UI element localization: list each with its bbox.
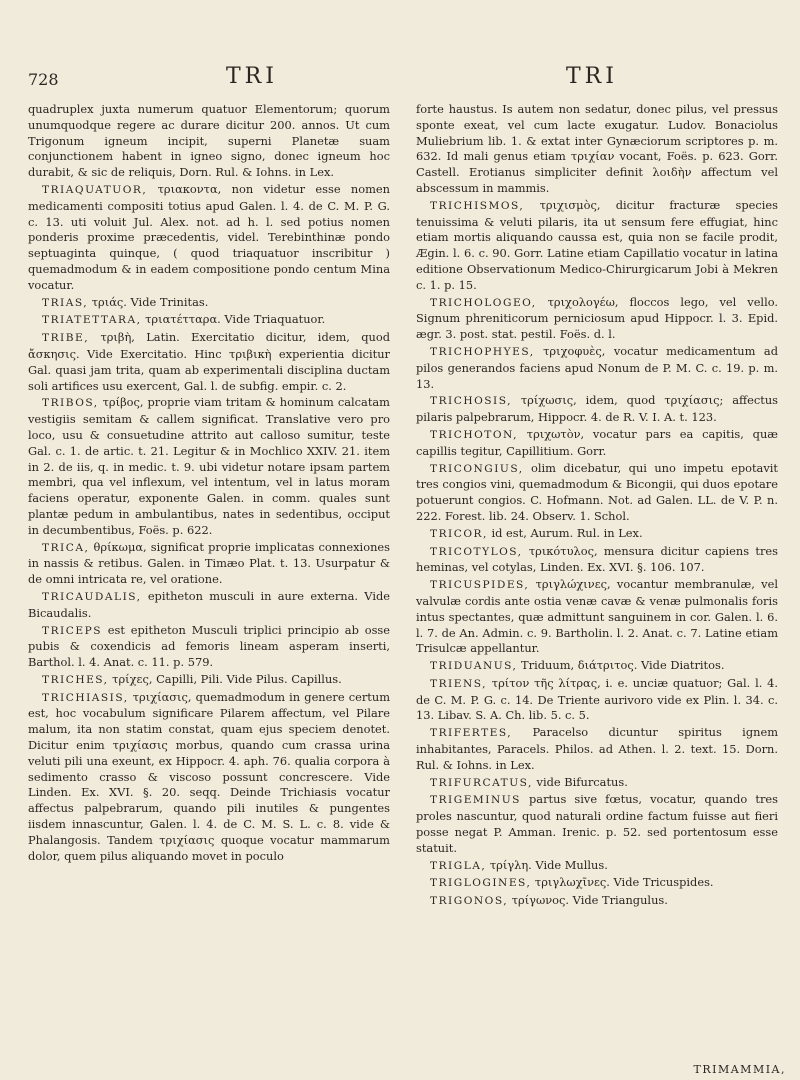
entry-text: τρίτον τῆς λίτρας, i. e. unciæ quatuor; Gal. l. 4. de C. M. P. G. c. 14. De Triente aurivoro vide ex Plin. l. 34. c. 13. Libav. S. A. Ch. lib. 5. c. 5. bbox=[416, 675, 778, 723]
dictionary-entry bbox=[416, 427, 778, 460]
entry-text: τριχολογέω, floccos lego, vel vello. Signum phreniticorum perniciosum apud Hippocr. l. 3. Epid. ægr. 3. post. stat. pestil. Foës. d. l. bbox=[416, 294, 778, 342]
entry-text: τρικότυλος, mensura dicitur capiens tres heminas, vel cotylas, Linden. Ex. XVI. §. 106. 107. bbox=[416, 543, 778, 575]
entry-headword: TRIGEMINUS bbox=[430, 794, 521, 807]
dictionary-entry bbox=[416, 725, 778, 773]
entry-headword: TRIBOS, bbox=[42, 397, 99, 410]
entry-headword: TRIFERTES, bbox=[430, 727, 513, 740]
entry-text: τριατέτταρα. Vide Triaquatuor. bbox=[141, 312, 326, 327]
entry-text: Triduum, διάτριτος. Vide Diatritos. bbox=[517, 658, 725, 673]
dictionary-entry bbox=[28, 589, 390, 622]
entry-headword: TRIGONOS, bbox=[430, 895, 509, 908]
dictionary-entry bbox=[28, 395, 390, 538]
dictionary-entry bbox=[28, 295, 390, 312]
dictionary-entry bbox=[416, 577, 778, 657]
dictionary-entry bbox=[416, 393, 778, 426]
page-number: 728 bbox=[28, 70, 59, 89]
entry-text: τρίχες, Capilli, Pili. Vide Pilus. Capillus. bbox=[108, 671, 342, 686]
right-column bbox=[416, 102, 778, 911]
dictionary-entry bbox=[28, 672, 390, 689]
entry-text: olim dicebatur, qui uno impetu epotavit tres congios vini, quemadmodum & Bicongii, qui duos epotare potuerunt congios. C. Hofmann. Not. ad Galen. LL. de V. P. n. 222. Forest. lib. 24. Observ. 1. Schol. bbox=[416, 460, 778, 523]
entry-headword: TRICOTYLOS, bbox=[430, 545, 523, 558]
entry-text: τριχοφυὲς, vocatur medicamentum ad pilos generandos faciens apud Nonum de P. M. C. c. 19. p. m. 13. bbox=[416, 343, 778, 391]
entry-text: τριχισμὸς, dicitur fracturæ species tenuissima & veluti pilaris, ita ut sensum fere effugiat, hinc etiam mortis aliquando caussa est, quia non se facile prodit, Ægin. l. 6. c. 90. Gorr. Latine etiam Capillatio vocatur in latina editione Observationum Medico-Chirurgicarum Jobi à Mekren c. 1. p. 15. bbox=[416, 197, 778, 292]
entry-text: epitheton musculi in aure externa. Vide Bicaudalis. bbox=[28, 588, 390, 620]
entry-text: τριβὴ, Latin. Exercitatio dicitur, idem, quod ἄσκησις. Vide Exercitatio. Hinc τριβικὴ experientia dicitur Gal. quasi jam trita, quam ab experimentali disciplina ductam soli artifices usu exercent, Gal. l. de subfig. empir. c. 2. bbox=[28, 330, 390, 393]
dictionary-entry bbox=[28, 182, 390, 294]
entry-headword: TRICHOPHYES, bbox=[430, 345, 535, 358]
entry-text: τριχίασις, quemadmodum in genere certum est, hoc vocabulum significare Pilarem affectum, vel Pilare malum, ita non statim constat, quam ejus speciem denotet. Dicitur enim τριχίασις morbus, quando cum crassa urina veluti pili una exeunt, ex Hippocr. 4. aph. 76. qualia corpora à sedimento crasso & viscoso possunt concrescere. Vide Linden. Ex. XVI. §. 20. seqq. Deinde Trichiasis vocatur affectus palpebrarum, quando pili inutiles & pungentes iisdem innascuntur, Galen. l. 4. de C. M. S. L. c. 8. vide & Phalangosis. Tandem τριχίασις quoque vocatur mammarum dolor, quem pilus aliquando movet in poculo bbox=[28, 689, 390, 863]
dictionary-entry bbox=[416, 344, 778, 392]
entry-text: forte haustus. Is autem non sedatur, donec pilus, vel pressus sponte exeat, vel cum lacte exugatur. Ludov. Bonaciolus Muliebrium lib. 1. & extat inter Gynæciorum scriptores p. m. 632. Id mali genus etiam τριχίαν vocant, Foës. p. 623. Gorr. Castell. Erotianus simpliciter definit λοιδὴν affectum vel abscessum in mammis. bbox=[416, 102, 778, 195]
entry-headword: TRIGLA, bbox=[430, 859, 487, 872]
left-column bbox=[28, 102, 390, 865]
entry-headword: TRICONGIUS, bbox=[430, 462, 524, 475]
dictionary-entry bbox=[28, 102, 390, 181]
entry-text: Paracelso dicuntur spiritus ignem inhabitantes, Paracels. Philos. ad Athen. l. 2. text. 15. Dorn. Rul. & Iohns. in Lex. bbox=[416, 725, 778, 772]
dictionary-entry bbox=[416, 526, 778, 543]
entry-headword: TRIATETTARA, bbox=[42, 314, 142, 327]
dictionary-entry bbox=[416, 461, 778, 525]
dictionary-entry bbox=[28, 312, 390, 329]
dictionary-entry bbox=[416, 544, 778, 577]
entry-headword: TRICEPS bbox=[42, 624, 102, 637]
entry-text: τριγλωχῖνες. Vide Tricuspides. bbox=[531, 875, 714, 890]
entry-headword: TRICHIASIS, bbox=[42, 691, 129, 704]
dictionary-entry bbox=[416, 792, 778, 856]
dictionary-entry bbox=[416, 102, 778, 197]
dictionary-entry bbox=[416, 775, 778, 792]
dictionary-entry bbox=[416, 658, 778, 675]
entry-text: θρίκωμα, significat proprie implicatas connexiones in nassis & retibus. Galen. in Timæo Plat. t. 13. Usurpatur & de omni intricata re, vel oratione. bbox=[28, 539, 390, 587]
entry-headword: TRICHOLOGEO, bbox=[430, 296, 537, 309]
entry-text: partus sive fœtus, vocatur, quando tres proles nascuntur, quod naturali ordine factum fuisse aut fieri posse negat P. Amman. Irenic. p. 52. sed portentosum esse statuit. bbox=[416, 792, 778, 855]
entry-headword: TRICAUDALIS, bbox=[42, 590, 142, 603]
dictionary-entry bbox=[28, 623, 390, 671]
entry-headword: TRIAS, bbox=[42, 296, 89, 309]
entry-headword: TRIDUANUS, bbox=[430, 660, 518, 673]
dictionary-entry bbox=[28, 540, 390, 588]
entry-text: vide Bifurcatus. bbox=[532, 774, 628, 789]
catchword: TRIMAMMIA, bbox=[693, 1063, 786, 1076]
entry-headword: TRICHOTON, bbox=[430, 428, 518, 441]
entry-text: τριγλώχινες, vocantur membranulæ, vel valvulæ cordis ante ostia venæ cavæ & venæ pulmonalis foris intus spectantes, quæ admittunt sanguinem in cor. Galen. l. 6. l. 7. de An. Admin. c. 9. Bartholin. l. 2. Anat. c. 7. Latine etiam Trisulcæ appellantur. bbox=[416, 577, 778, 656]
entry-headword: TRICUSPIDES, bbox=[430, 579, 530, 592]
entry-headword: TRICOR, bbox=[430, 527, 488, 540]
dictionary-entry bbox=[416, 858, 778, 875]
entry-headword: TRICHES, bbox=[42, 673, 109, 686]
entry-headword: TRICA, bbox=[42, 541, 90, 554]
dictionary-entry bbox=[416, 893, 778, 910]
entry-text: id est, Aurum. Rul. in Lex. bbox=[487, 525, 643, 540]
entry-text: τριάς. Vide Trinitas. bbox=[88, 294, 209, 309]
entry-headword: TRIENS, bbox=[430, 677, 487, 690]
entry-headword: TRICHOSIS, bbox=[430, 395, 512, 408]
entry-headword: TRIFURCATUS, bbox=[430, 776, 533, 789]
entry-headword: TRIGLOGINES, bbox=[430, 877, 532, 890]
entry-text: τρίβος, proprie viam tritam & hominum calcatam vestigiis semitam & callem significat. Translative vero pro loco, usu & consuetudine attrito aut calloso sumitur, teste Gal. c. 1. de artic. t. 21. Legitur & in Mochlico XXIV. 21. item in 2. de iis, q. in medic. t. 9. ubi videtur notare ipsam partem membri, qua vel inflexum, vel intentum, vel in latus moram faciens operatur, exponente Galen. in comm. quales sunt plantæ pedum in ambulantibus, nates in sedentibus, occiput in decumbentibus, Foës. p. 622. bbox=[28, 395, 390, 537]
running-head-left: TRI bbox=[226, 64, 278, 89]
dictionary-entry bbox=[416, 875, 778, 892]
entry-headword: TRIAQUATUOR, bbox=[42, 183, 148, 196]
entry-text: τριχωτὸν, vocatur pars ea capitis, quæ capillis tegitur, Capillitium. Gorr. bbox=[416, 426, 778, 458]
entry-text: τριακοντα, non videtur esse nomen medicamenti compositi totius apud Galen. l. 4. de C. M. P. G. c. 13. uti voluit Jul. Alex. not. ad h. l. sed potius nomen ponderis proxime præcedentis, videl. Terebinthinæ pondo septuaginta quinque, ( quod triaquatuor inscribitur ) quemadmodum & in eadem compositione pondo centum Mina vocatur. bbox=[28, 181, 390, 292]
dictionary-entry bbox=[28, 330, 390, 394]
entry-text: τρίγλη. Vide Mullus. bbox=[486, 857, 608, 872]
entry-text: τρίγωνος. Vide Triangulus. bbox=[508, 893, 668, 908]
entry-text: quadruplex juxta numerum quatuor Elementorum; quorum unumquodque regere ac durare dicitur 200. annos. Ut cum Trigonum igneum incipit, superni Planetæ suam conjunctionem habent in igneo signo, donec igneum hoc durabit, & sic de reliquis, Dorn. Rul. & Iohns. in Lex. bbox=[28, 102, 390, 180]
entry-headword: TRIBE, bbox=[42, 332, 90, 345]
entry-text: τρίχωσις, idem, quod τριχίασις; affectus pilaris palpebrarum, Hippocr. 4. de R. V. I. A. t. 123. bbox=[416, 393, 778, 425]
dictionary-entry bbox=[416, 676, 778, 724]
running-head-right: TRI bbox=[566, 64, 618, 89]
dictionary-entry bbox=[416, 198, 778, 294]
entry-headword: TRICHISMOS, bbox=[430, 199, 525, 212]
dictionary-entry bbox=[28, 690, 390, 865]
dictionary-entry bbox=[416, 295, 778, 343]
entry-text: est epitheton Musculi triplici principio ab osse pubis & coxendicis ad femoris lineam asperam inserti, Barthol. l. 4. Anat. c. 11. p. 579. bbox=[28, 622, 390, 670]
